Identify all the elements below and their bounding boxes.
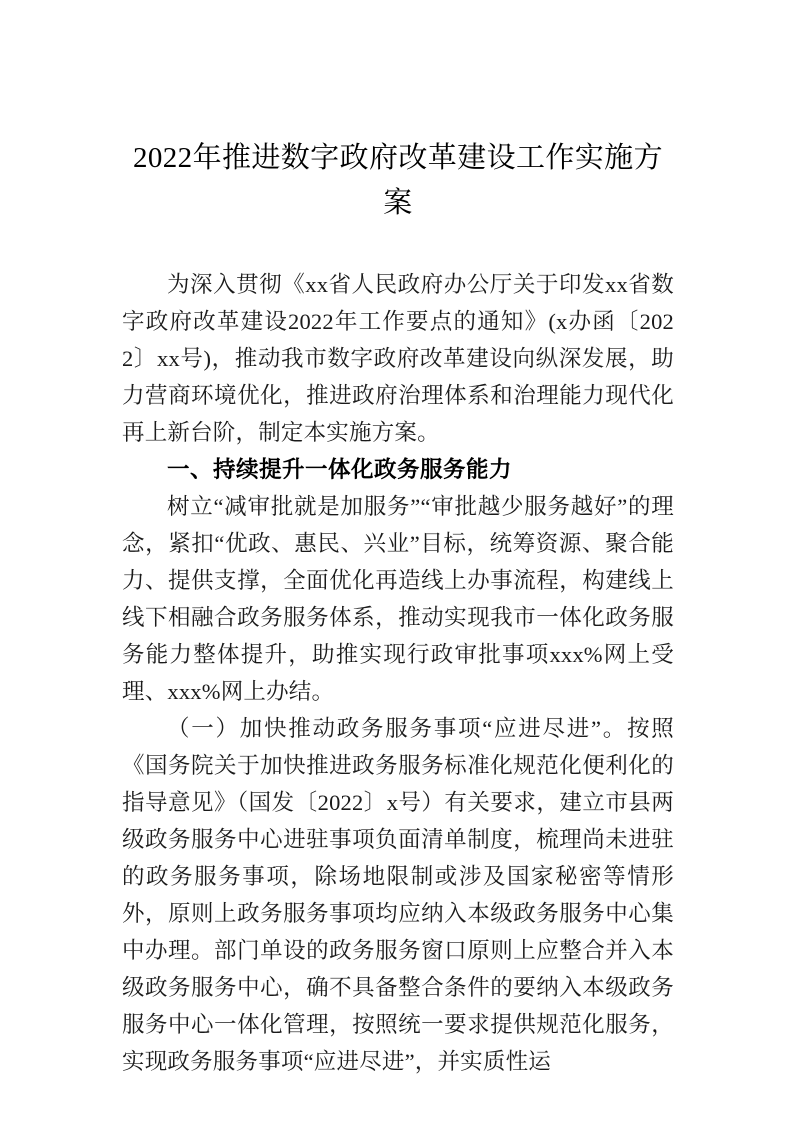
- document-body: [122, 266, 674, 1080]
- intro-paragraph: 为深入贯彻《xx省人民政府办公厅关于印发xx省数字政府改革建设2022年工作要点的通知》(x办函〔2022〕xx号)，推动我市数字政府改革建设向纵深发展，助力营商环境优化，推进政府治理体系和治理能力现代化再上新台阶，制定本实施方案。: [122, 272, 674, 445]
- section-1-intro-paragraph: 树立“减审批就是加服务”“审批越少服务越好”的理念，紧扣“优政、惠民、兴业”目标，统筹资源、聚合能力、提供支撑，全面优化再造线上办事流程，构建线上线下相融合政务服务体系，推动实现我市一体化政务服务能力整体提升，助推实现行政审批事项xxx%网上受理、xxx%网上办结。: [122, 494, 674, 704]
- subsection-1-1-paragraph: （一）加快推动政务服务事项“应进尽进”。按照《国务院关于加快推进政务服务标准化规范化便利化的指导意见》（国发〔2022〕x号）有关要求，建立市县两级政务服务中心进驻事项负面清单制度，梳理尚未进驻的政务服务事项，除场地限制或涉及国家秘密等情形外，原则上政务服务事项均应纳入本级政务服务中心集中办理。部门单设的政务服务窗口原则上应整合并入本级政务服务中心，确不具备整合条件的要纳入本级政务服务中心一体化管理，按照统一要求提供规范化服务，实现政务服务事项“应进尽进”，并实质性运: [122, 716, 674, 1074]
- section-heading-1: 一、持续提升一体化政务服务能力: [167, 457, 513, 482]
- document-title: 2022年推进数字政府改革建设工作实施方案: [132, 142, 663, 219]
